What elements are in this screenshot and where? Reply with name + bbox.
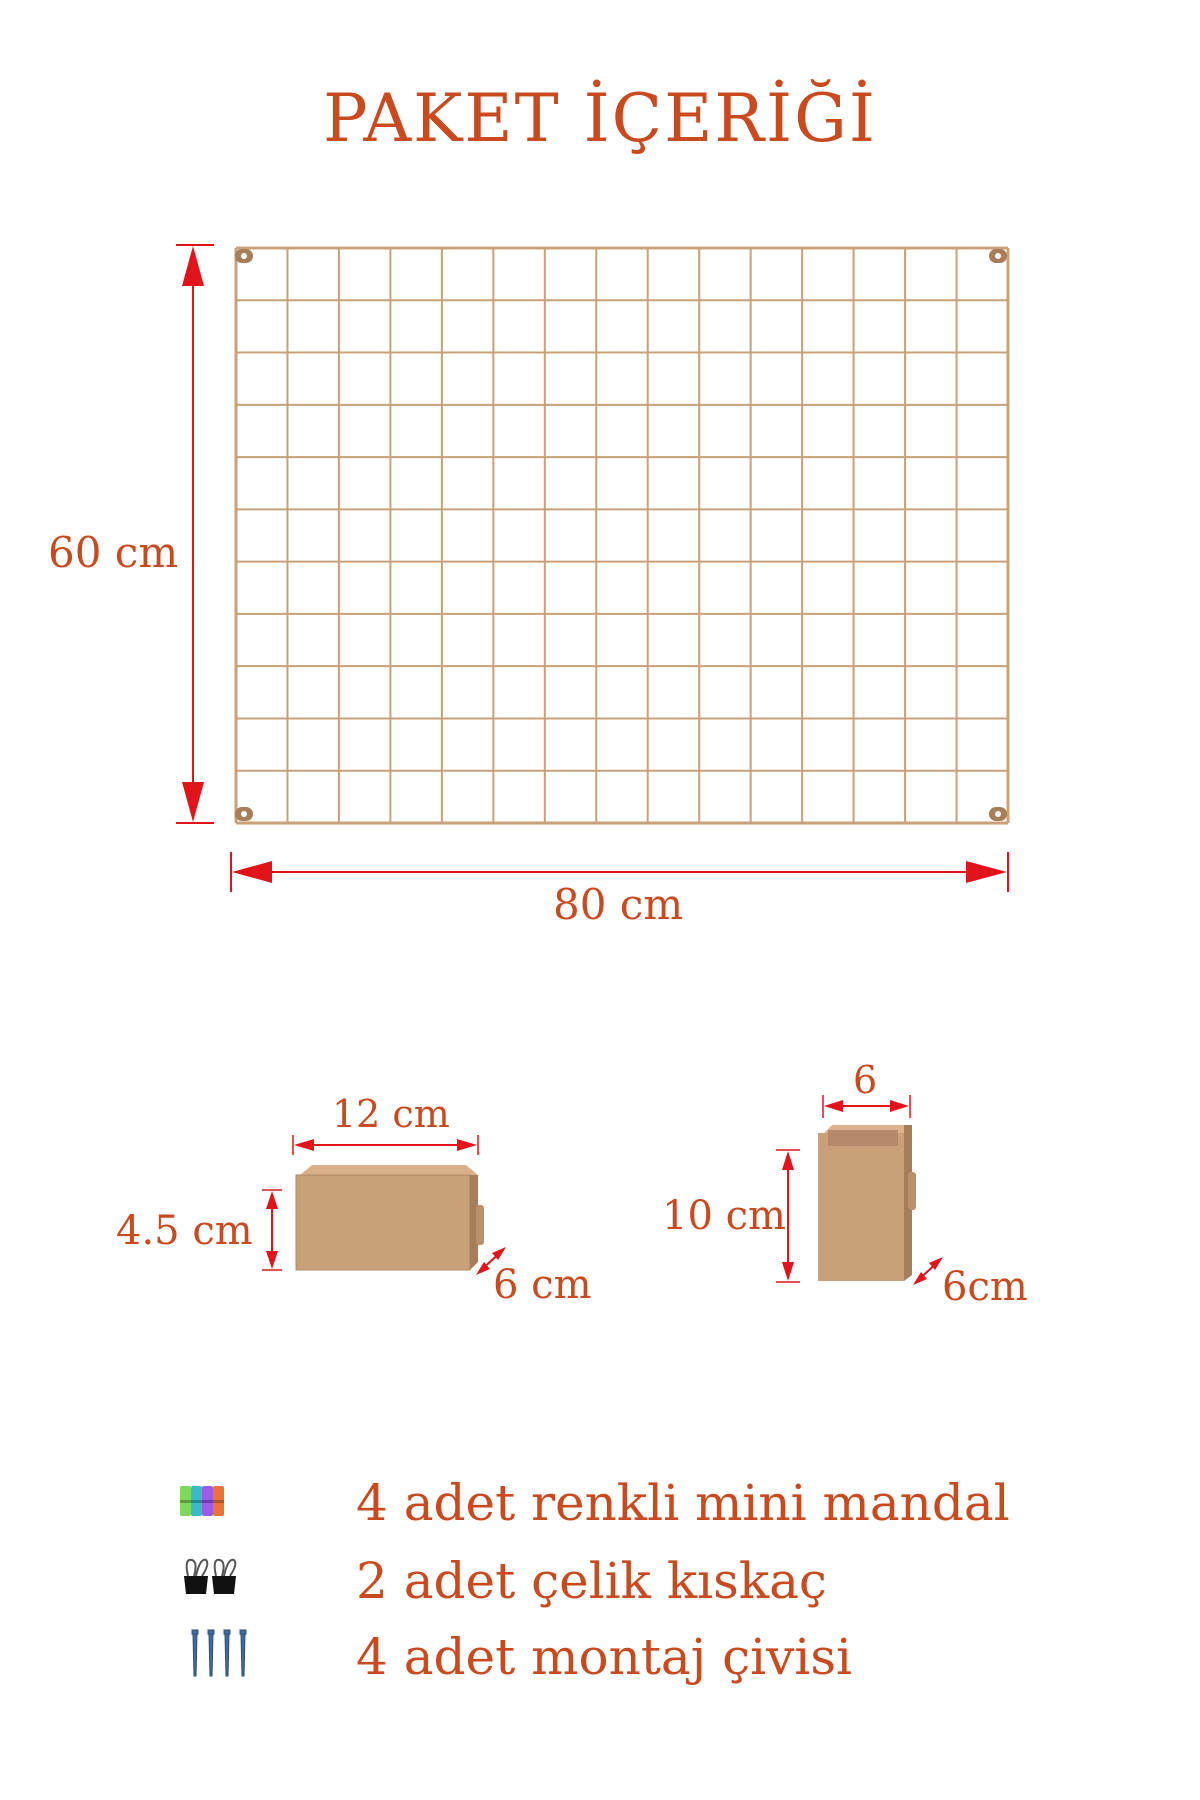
pen-holder-illustration xyxy=(818,1125,916,1281)
height-dimension-arrow xyxy=(176,245,214,823)
pen-holder-width-label: 6 xyxy=(853,1058,878,1102)
accessory-item-mounting-nails xyxy=(170,1626,1070,1686)
shelf-box-illustration xyxy=(296,1165,484,1270)
accessory-text: 4 adet montaj çivisi xyxy=(356,1628,852,1686)
shelf-box-width-label: 12 cm xyxy=(332,1092,450,1136)
pen-holder-height-label: 10 cm xyxy=(662,1193,786,1239)
grid-width-label: 80 cm xyxy=(553,880,684,929)
accessory-text: 4 adet renkli mini mandal xyxy=(356,1474,1010,1532)
pen-holder-depth-label: 6cm xyxy=(942,1264,1028,1310)
grid-height-label: 60 cm xyxy=(48,528,179,577)
shelf-box-height-arrow xyxy=(262,1190,282,1270)
wire-grid-panel xyxy=(235,248,1008,823)
shelf-box-width-arrow xyxy=(293,1135,478,1155)
page-title: PAKET İÇERİĞİ xyxy=(323,80,877,157)
accessory-text: 2 adet çelik kıskaç xyxy=(356,1552,827,1610)
accessory-item-binder-clips xyxy=(170,1550,1070,1610)
pen-holder-depth-arrow xyxy=(913,1257,943,1285)
mounting-hole xyxy=(995,811,1001,817)
mounting-hole xyxy=(241,253,247,259)
shelf-box-depth-label: 6 cm xyxy=(493,1262,592,1308)
mounting-hole xyxy=(995,253,1001,259)
colored-mini-clothespins-icon xyxy=(170,1472,270,1532)
shelf-box-height-label: 4.5 cm xyxy=(116,1208,253,1254)
mounting-hole xyxy=(241,811,247,817)
accessory-item-clothespins xyxy=(170,1472,1070,1532)
mounting-nails-icon xyxy=(170,1626,270,1686)
binder-clips-icon xyxy=(170,1550,270,1610)
